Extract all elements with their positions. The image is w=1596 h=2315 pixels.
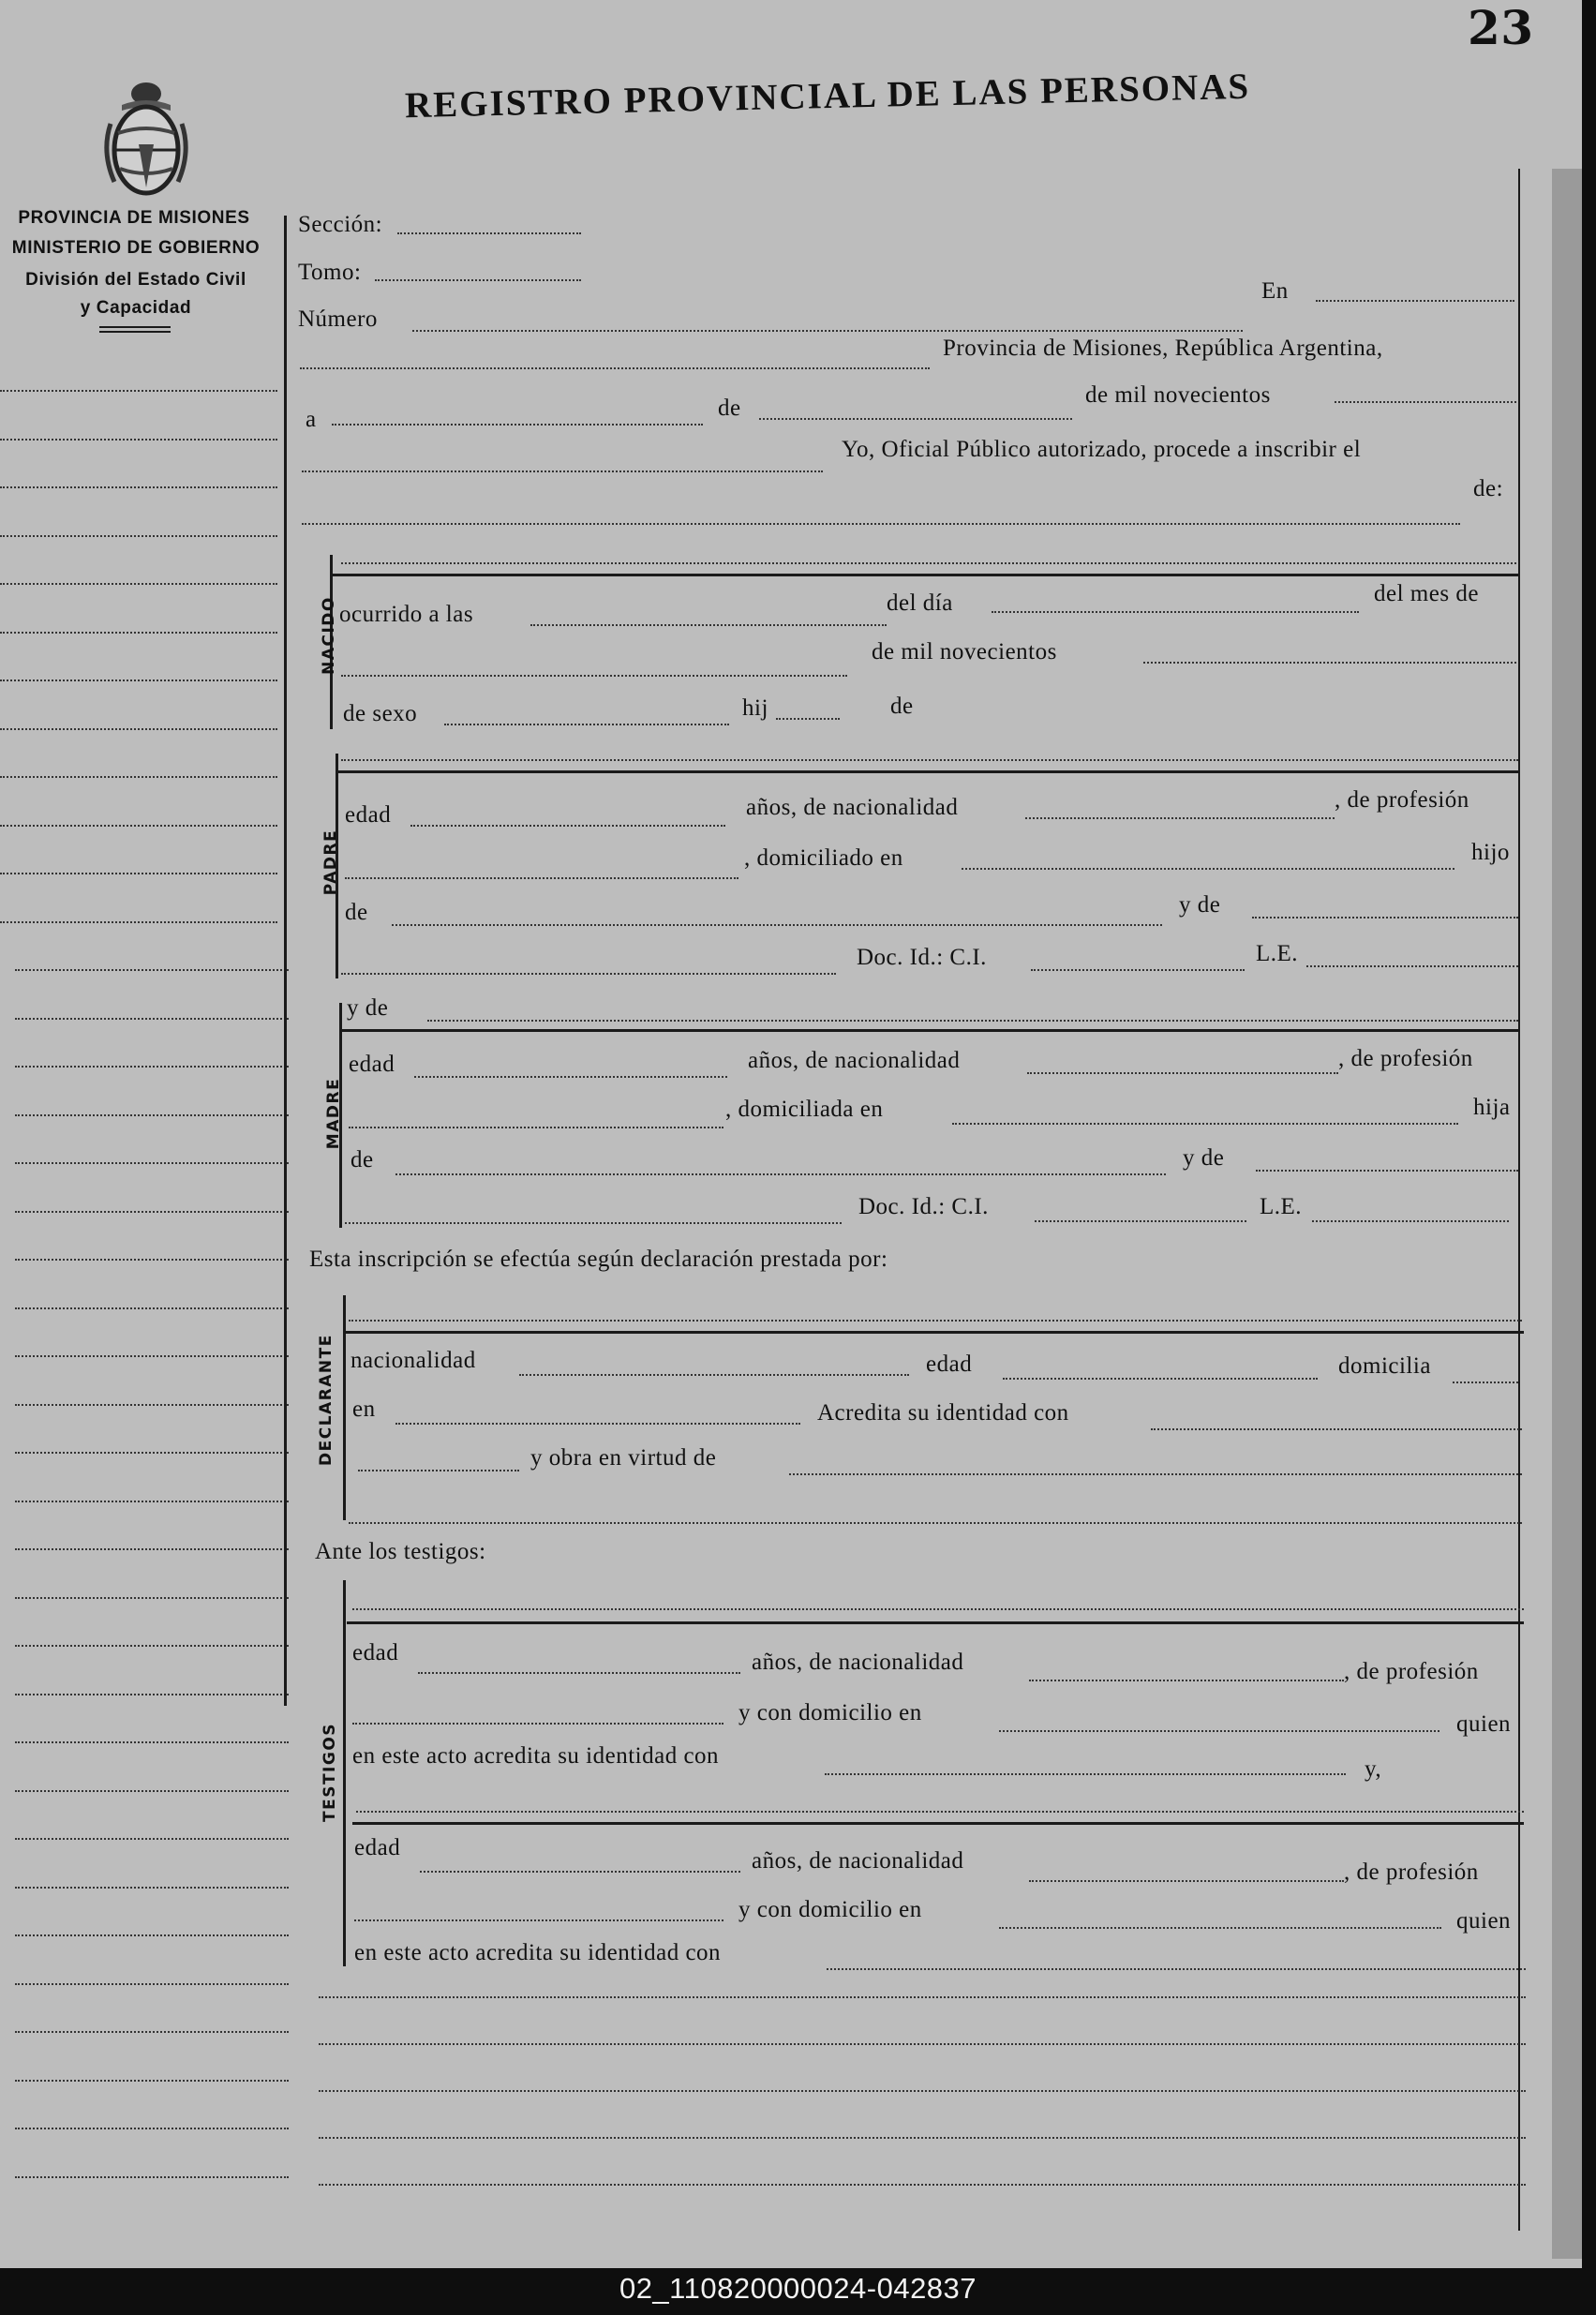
madre-section-label: MADRE <box>324 1077 343 1150</box>
padre-domicilio-field[interactable] <box>962 868 1454 870</box>
sidebar-division: División del Estado Civil <box>25 270 246 290</box>
ante-testigos-text: Ante los testigos: <box>315 1539 486 1564</box>
madre-le-label: L.E. <box>1260 1194 1303 1219</box>
declarante-obra-label: y obra en virtud de <box>530 1445 717 1471</box>
a-label: a <box>306 407 317 432</box>
declarante-domicilio-field[interactable] <box>395 1423 800 1425</box>
testigo1-domicilio-field[interactable] <box>999 1730 1439 1732</box>
testigo1-profesion-field[interactable] <box>352 1723 723 1725</box>
padre-name-field[interactable] <box>341 759 1518 761</box>
testigo1-nacionalidad-field[interactable] <box>1029 1680 1344 1681</box>
declarante-name-field[interactable] <box>349 1320 1522 1322</box>
sidebar-ministry: MINISTERIO DE GOBIERNO <box>11 238 261 258</box>
padre-domiciliado-label: , domiciliado en <box>744 845 903 871</box>
testigo2-acredita-label: en este acto acredita su identidad con <box>354 1940 722 1965</box>
testigo2-name-field[interactable] <box>356 1811 1524 1813</box>
inscribir-field[interactable] <box>302 523 1460 525</box>
madre-domiciliada-label: , domiciliada en <box>725 1097 884 1122</box>
sidebar-note-line[interactable] <box>0 632 277 634</box>
sidebar-note-line[interactable] <box>0 535 277 537</box>
madre-y-de-top-label: y de <box>347 995 389 1021</box>
notes-line[interactable] <box>319 2090 1526 2092</box>
padre-anios-label: años, de nacionalidad <box>746 795 959 820</box>
tomo-label: Tomo: <box>298 260 362 285</box>
birth-year-field[interactable] <box>1143 662 1516 664</box>
madre-anios-label: años, de nacionalidad <box>748 1048 961 1073</box>
sidebar-note-line[interactable] <box>0 921 277 923</box>
padre-top-rule <box>336 770 1518 773</box>
declarante-virtud-field[interactable] <box>789 1473 1522 1475</box>
padre-ci-field[interactable] <box>1031 969 1245 971</box>
scan-identifier: 02_110820000024-042837 <box>619 2272 977 2305</box>
inscripcion-text: Esta inscripción se efectúa según declaración prestada por: <box>309 1247 888 1272</box>
sidebar-note-line[interactable] <box>15 1501 289 1502</box>
de-label: de <box>718 396 741 421</box>
declarante-section-label: DECLARANTE <box>317 1334 336 1466</box>
madre-le-field[interactable] <box>1312 1220 1509 1222</box>
place-field[interactable] <box>300 367 930 369</box>
declarante-domicilia-tail[interactable] <box>1453 1382 1518 1383</box>
declarante-doc-field[interactable] <box>358 1470 519 1471</box>
sexo-label: de sexo <box>343 701 418 726</box>
ocurrido-label: ocurrido a las <box>339 602 474 627</box>
madre-de-label: de <box>351 1147 374 1172</box>
sidebar-note-line[interactable] <box>15 2080 289 2082</box>
day-field[interactable] <box>332 424 703 426</box>
padre-section-label: PADRE <box>321 829 340 896</box>
tomo-field[interactable] <box>375 279 581 281</box>
seccion-field[interactable] <box>397 232 581 234</box>
sidebar-note-line[interactable] <box>15 1114 289 1116</box>
page-binding-edge <box>1552 169 1582 2259</box>
testigos-section-label: TESTIGOS <box>321 1722 339 1822</box>
year-field[interactable] <box>1335 401 1516 403</box>
padre-hijo-label: hijo <box>1471 840 1510 865</box>
nacido-top-rule <box>330 574 1518 576</box>
sidebar-note-line[interactable] <box>15 1838 289 1840</box>
right-margin-line <box>1518 169 1520 2231</box>
page-number: 23 <box>1468 0 1534 55</box>
sidebar-note-line[interactable] <box>0 583 277 585</box>
testigo2-edad-field[interactable] <box>420 1871 740 1873</box>
sidebar-note-line[interactable] <box>15 2128 289 2129</box>
padre-profesion-field[interactable] <box>345 877 738 879</box>
hij-label: hij <box>742 695 768 721</box>
notes-line[interactable] <box>319 2043 1526 2045</box>
sidebar-note-line[interactable] <box>15 1548 289 1550</box>
sidebar-note-line[interactable] <box>0 728 277 730</box>
sidebar-underline <box>99 326 171 328</box>
testigo1-domicilio-label: y con domicilio en <box>738 1700 922 1725</box>
sidebar-note-line[interactable] <box>15 1018 289 1020</box>
numero-label: Número <box>298 306 378 332</box>
del-mes-label: del mes de <box>1374 581 1479 606</box>
testigo2-top-rule <box>352 1822 1524 1825</box>
nacido-section-label: NACIDO <box>320 596 338 675</box>
official-field[interactable] <box>302 470 823 472</box>
madre-profesion-field[interactable] <box>349 1127 723 1128</box>
notes-line[interactable] <box>319 2137 1526 2139</box>
sidebar-note-line[interactable] <box>15 1211 289 1213</box>
testigo1-y-label: y, <box>1365 1756 1382 1782</box>
sidebar-note-line[interactable] <box>15 1694 289 1695</box>
sidebar-note-line[interactable] <box>15 1645 289 1647</box>
notes-line[interactable] <box>319 2184 1526 2186</box>
madre-edad-field[interactable] <box>414 1076 727 1078</box>
hour-field[interactable] <box>530 624 887 626</box>
madre-edad-label: edad <box>349 1052 395 1077</box>
declarante-bracket <box>343 1295 346 1520</box>
sidebar-note-line[interactable] <box>15 1887 289 1889</box>
birth-day-field[interactable] <box>992 611 1359 613</box>
declarante-edad-label: edad <box>926 1352 973 1377</box>
testigo2-nacionalidad-field[interactable] <box>1029 1880 1344 1882</box>
seccion-label: Sección: <box>298 212 383 237</box>
page-title: REGISTRO PROVINCIAL DE LAS PERSONAS <box>404 66 1251 127</box>
sidebar-note-line[interactable] <box>15 1790 289 1792</box>
sidebar-province: PROVINCIA DE MISIONES <box>18 208 250 228</box>
numero-field[interactable] <box>412 330 1243 332</box>
padre-profesion-label: , de profesión <box>1335 787 1469 813</box>
madre-ci-field[interactable] <box>1035 1220 1246 1222</box>
sidebar-note-line[interactable] <box>15 2176 289 2178</box>
hij-suffix-field[interactable] <box>776 718 840 720</box>
month-field[interactable] <box>759 418 1072 420</box>
provincia-text: Provincia de Misiones, República Argentina, <box>943 336 1383 361</box>
sidebar-note-line[interactable] <box>15 2031 289 2033</box>
sidebar-note-line[interactable] <box>0 873 277 874</box>
madre-mother-field[interactable] <box>1256 1170 1518 1172</box>
padre-le-label: L.E. <box>1256 941 1299 966</box>
sidebar-underline-2 <box>99 331 171 333</box>
testigo2-anios-label: años, de nacionalidad <box>752 1848 964 1874</box>
declarante-nacionalidad-field[interactable] <box>519 1374 909 1376</box>
madre-nacionalidad-field[interactable] <box>1027 1072 1338 1074</box>
declarante-domicilia-label: domicilia <box>1338 1353 1431 1379</box>
en-label: En <box>1261 278 1289 304</box>
hij-de-label: de <box>890 694 914 719</box>
notes-line[interactable] <box>319 1996 1526 1998</box>
padre-y-de-label: y de <box>1179 892 1221 918</box>
sidebar-note-line[interactable] <box>15 1597 289 1599</box>
sidebar-capacity: y Capacidad <box>80 298 192 318</box>
de-colon-label: de: <box>1473 476 1504 501</box>
declarante-en-label: en <box>352 1396 376 1422</box>
padre-father-field[interactable] <box>392 924 1162 926</box>
sidebar-note-line[interactable] <box>0 439 277 441</box>
padre-nacionalidad-field[interactable] <box>1025 817 1335 819</box>
testigo2-profesion-field[interactable] <box>354 1919 723 1921</box>
testigo1-edad-label: edad <box>352 1640 399 1665</box>
testigo2-quien-label: quien <box>1456 1908 1512 1934</box>
sidebar-note-line[interactable] <box>0 486 277 488</box>
testigo1-identidad-field[interactable] <box>825 1773 1346 1775</box>
sexo-field[interactable] <box>444 724 729 725</box>
padre-edad-field[interactable] <box>410 825 725 827</box>
testigos-bracket <box>343 1580 346 1966</box>
birth-month-field[interactable] <box>341 675 847 677</box>
testigo2-domicilio-label: y con domicilio en <box>738 1897 922 1922</box>
sidebar-note-line[interactable] <box>0 390 277 392</box>
coat-of-arms-icon <box>101 77 191 199</box>
madre-father-field[interactable] <box>395 1173 1166 1175</box>
madre-y-de-label: y de <box>1183 1145 1225 1171</box>
padre-doc-field[interactable] <box>341 973 836 975</box>
testigo1-name-field[interactable] <box>352 1608 1524 1610</box>
main-column-divider <box>284 216 287 1706</box>
declarante-extra-field[interactable] <box>349 1522 1522 1524</box>
declarante-acredita-label: Acredita su identidad con <box>817 1400 1069 1426</box>
padre-le-field[interactable] <box>1306 965 1518 967</box>
madre-profesion-label: , de profesión <box>1338 1046 1473 1071</box>
sidebar-note-line[interactable] <box>0 680 277 681</box>
testigo1-acredita-label: en este acto acredita su identidad con <box>352 1743 720 1769</box>
testigo1-anios-label: años, de nacionalidad <box>752 1650 964 1675</box>
sidebar-note-line[interactable] <box>15 1934 289 1936</box>
testigo2-edad-label: edad <box>354 1835 401 1860</box>
padre-doc-label: Doc. Id.: C.I. <box>857 945 987 970</box>
sidebar-note-line[interactable] <box>15 1066 289 1068</box>
sidebar-note-line[interactable] <box>15 969 289 971</box>
madre-domicilio-field[interactable] <box>952 1123 1458 1125</box>
sidebar-note-line[interactable] <box>15 1259 289 1261</box>
madre-name-field[interactable] <box>427 1020 1518 1022</box>
madre-hija-label: hija <box>1473 1095 1511 1120</box>
sidebar-note-line[interactable] <box>15 1355 289 1357</box>
sidebar-note-line[interactable] <box>15 1307 289 1309</box>
declarante-identidad-field[interactable] <box>1151 1428 1522 1430</box>
declarante-top-rule <box>343 1331 1524 1334</box>
nacido-name-field[interactable] <box>341 562 1516 564</box>
testigos-top-rule <box>347 1621 1524 1624</box>
testigo2-profesion-label: , de profesión <box>1344 1859 1479 1885</box>
sidebar-note-line[interactable] <box>15 1404 289 1406</box>
testigo1-profesion-label: , de profesión <box>1344 1659 1479 1684</box>
declarante-nacionalidad-label: nacionalidad <box>351 1348 476 1373</box>
oficial-text: Yo, Oficial Público autorizado, procede a inscribir el <box>842 437 1362 462</box>
birth-mil-nov-label: de mil novecientos <box>872 639 1057 665</box>
testigo1-quien-label: quien <box>1456 1711 1512 1737</box>
mil-novecientos-label: de mil novecientos <box>1085 382 1271 408</box>
padre-mother-field[interactable] <box>1252 917 1518 919</box>
sidebar-note-line[interactable] <box>0 776 277 778</box>
del-dia-label: del día <box>887 590 953 616</box>
testigo2-identidad-field[interactable] <box>827 1968 1526 1970</box>
madre-top-rule <box>339 1029 1518 1032</box>
sidebar-note-line[interactable] <box>15 1162 289 1164</box>
declarante-edad-field[interactable] <box>1003 1378 1318 1380</box>
testigo2-domicilio-field[interactable] <box>999 1927 1441 1929</box>
padre-de-label: de <box>345 900 368 925</box>
testigo1-edad-field[interactable] <box>418 1672 740 1674</box>
sidebar-note-line[interactable] <box>15 1452 289 1454</box>
madre-doc-field[interactable] <box>345 1222 842 1224</box>
madre-doc-label: Doc. Id.: C.I. <box>858 1194 989 1219</box>
sidebar-note-line[interactable] <box>15 1983 289 1985</box>
en-field[interactable] <box>1316 300 1514 302</box>
sidebar-note-line[interactable] <box>15 1741 289 1743</box>
padre-edad-label: edad <box>345 802 392 828</box>
sidebar-note-line[interactable] <box>0 825 277 827</box>
